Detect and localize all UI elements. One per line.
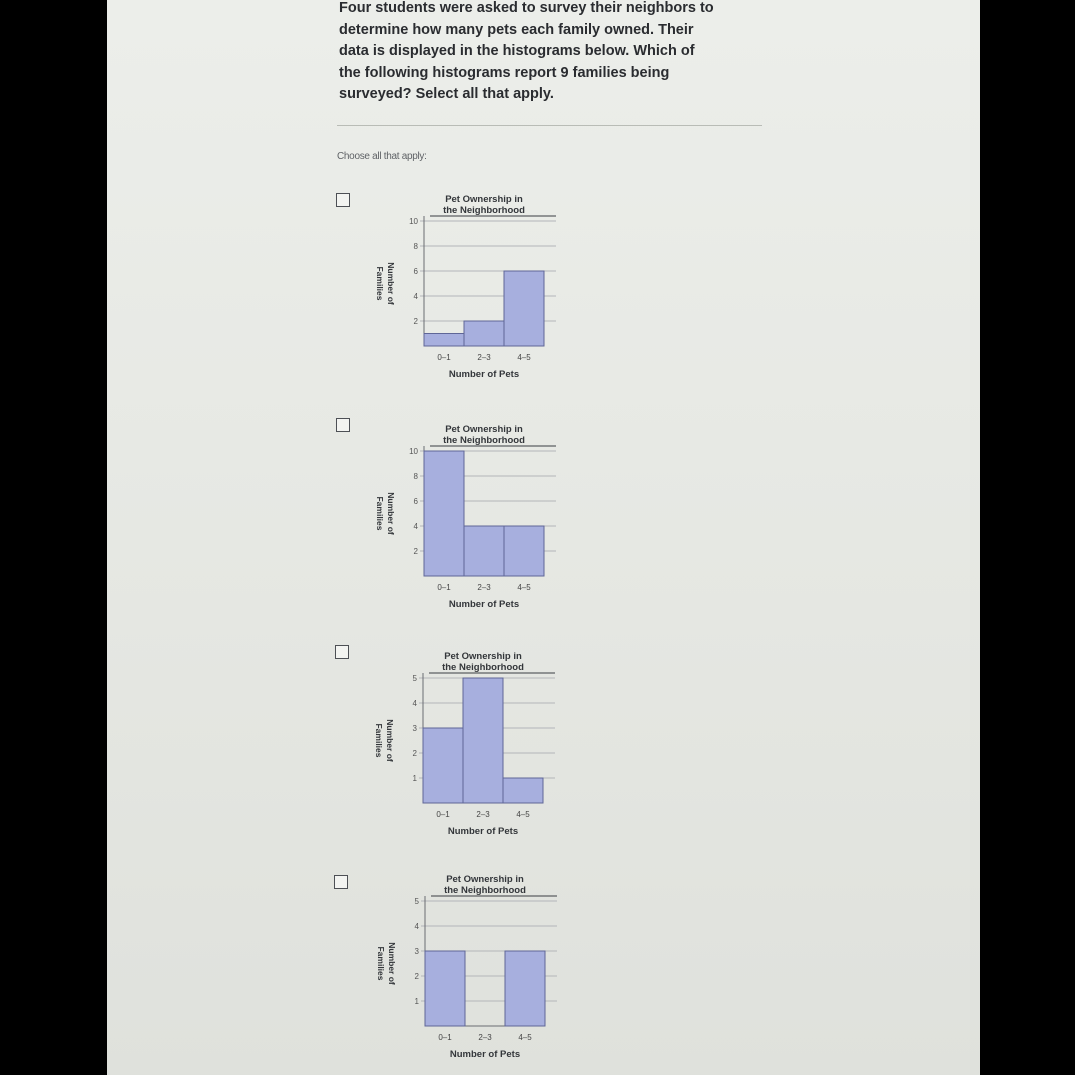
y-tick-label: 8 bbox=[413, 472, 418, 481]
y-tick-label: 2 bbox=[413, 317, 418, 326]
chart-title: Pet Ownership in bbox=[445, 194, 523, 205]
y-axis-label: Families bbox=[374, 723, 384, 758]
y-tick-label: 1 bbox=[414, 997, 419, 1006]
histogram-bar bbox=[464, 321, 504, 346]
y-axis-label: Number of bbox=[387, 942, 397, 985]
histogram-option-d bbox=[353, 868, 583, 1068]
option-b-checkbox[interactable] bbox=[336, 418, 350, 432]
y-axis-label: Number of bbox=[386, 492, 396, 535]
x-axis-label: Number of Pets bbox=[448, 369, 520, 380]
x-category-label: 4–5 bbox=[516, 810, 530, 819]
y-tick-label: 4 bbox=[413, 522, 418, 531]
chart-title: the Neighborhood bbox=[443, 435, 525, 446]
x-category-label: 4–5 bbox=[517, 583, 531, 592]
histogram-bar bbox=[505, 951, 545, 1026]
histogram-bar bbox=[424, 451, 464, 576]
y-tick-label: 10 bbox=[409, 217, 418, 226]
histogram-option-a bbox=[352, 188, 582, 388]
option-c-checkbox[interactable] bbox=[335, 645, 349, 659]
x-axis-label: Number of Pets bbox=[449, 1049, 521, 1060]
chart-title: the Neighborhood bbox=[443, 205, 525, 216]
instruction-text: Choose all that apply: bbox=[337, 151, 427, 162]
x-category-label: 2–3 bbox=[477, 583, 491, 592]
histogram-bar bbox=[424, 334, 464, 347]
divider bbox=[337, 125, 762, 126]
chart-title: the Neighborhood bbox=[442, 662, 524, 673]
histogram-option-c bbox=[351, 645, 581, 845]
chart-title: Pet Ownership in bbox=[444, 651, 522, 662]
y-tick-label: 2 bbox=[414, 972, 419, 981]
histogram-option-b bbox=[352, 418, 582, 618]
histogram-bar bbox=[504, 526, 544, 576]
histogram-bar bbox=[464, 526, 504, 576]
y-tick-label: 6 bbox=[413, 497, 418, 506]
histogram-bar bbox=[425, 951, 465, 1026]
y-tick-label: 10 bbox=[409, 447, 418, 456]
question-card bbox=[107, 0, 980, 1075]
y-tick-label: 2 bbox=[412, 749, 417, 758]
question-text bbox=[339, 0, 769, 106]
x-category-label: 4–5 bbox=[518, 1033, 532, 1042]
option-a-checkbox[interactable] bbox=[336, 193, 350, 207]
y-tick-label: 2 bbox=[413, 547, 418, 556]
x-category-label: 0–1 bbox=[436, 810, 450, 819]
question-line: Four students were asked to survey their neighbors to bbox=[339, 0, 714, 16]
y-axis-label: Families bbox=[376, 946, 386, 981]
option-d-checkbox[interactable] bbox=[334, 875, 348, 889]
question-line: data is displayed in the histograms below. Which of bbox=[339, 43, 695, 59]
question-line: the following histograms report 9 families being bbox=[339, 64, 670, 81]
y-tick-label: 1 bbox=[412, 774, 417, 783]
y-axis-label: Number of bbox=[385, 719, 395, 762]
y-tick-label: 5 bbox=[414, 897, 419, 906]
histogram-bar bbox=[504, 271, 544, 346]
y-tick-label: 4 bbox=[412, 699, 417, 708]
x-category-label: 2–3 bbox=[478, 1033, 492, 1042]
chart-title: the Neighborhood bbox=[444, 885, 526, 896]
histogram-bar bbox=[423, 728, 463, 803]
y-axis-label: Number of bbox=[386, 262, 396, 305]
question-line: determine how many pets each family owned. Their bbox=[339, 21, 694, 38]
x-category-label: 2–3 bbox=[477, 353, 491, 362]
y-axis-label: Families bbox=[375, 266, 385, 301]
x-axis-label: Number of Pets bbox=[448, 599, 520, 610]
y-tick-label: 4 bbox=[413, 292, 418, 301]
histogram-bar bbox=[463, 678, 503, 803]
x-category-label: 0–1 bbox=[438, 1033, 452, 1042]
chart-title: Pet Ownership in bbox=[446, 874, 524, 885]
histogram-bar bbox=[503, 778, 543, 803]
y-tick-label: 3 bbox=[414, 947, 419, 956]
x-axis-label: Number of Pets bbox=[447, 826, 519, 837]
x-category-label: 2–3 bbox=[476, 810, 490, 819]
x-category-label: 4–5 bbox=[517, 353, 531, 362]
y-tick-label: 6 bbox=[413, 267, 418, 276]
chart-title: Pet Ownership in bbox=[445, 424, 523, 435]
y-tick-label: 3 bbox=[412, 724, 417, 733]
question-line: surveyed? Select all that apply. bbox=[339, 86, 554, 102]
x-category-label: 0–1 bbox=[437, 353, 451, 362]
y-tick-label: 5 bbox=[412, 674, 417, 683]
y-tick-label: 4 bbox=[414, 922, 419, 931]
x-category-label: 0–1 bbox=[437, 583, 451, 592]
y-axis-label: Families bbox=[375, 496, 385, 531]
y-tick-label: 8 bbox=[413, 242, 418, 251]
